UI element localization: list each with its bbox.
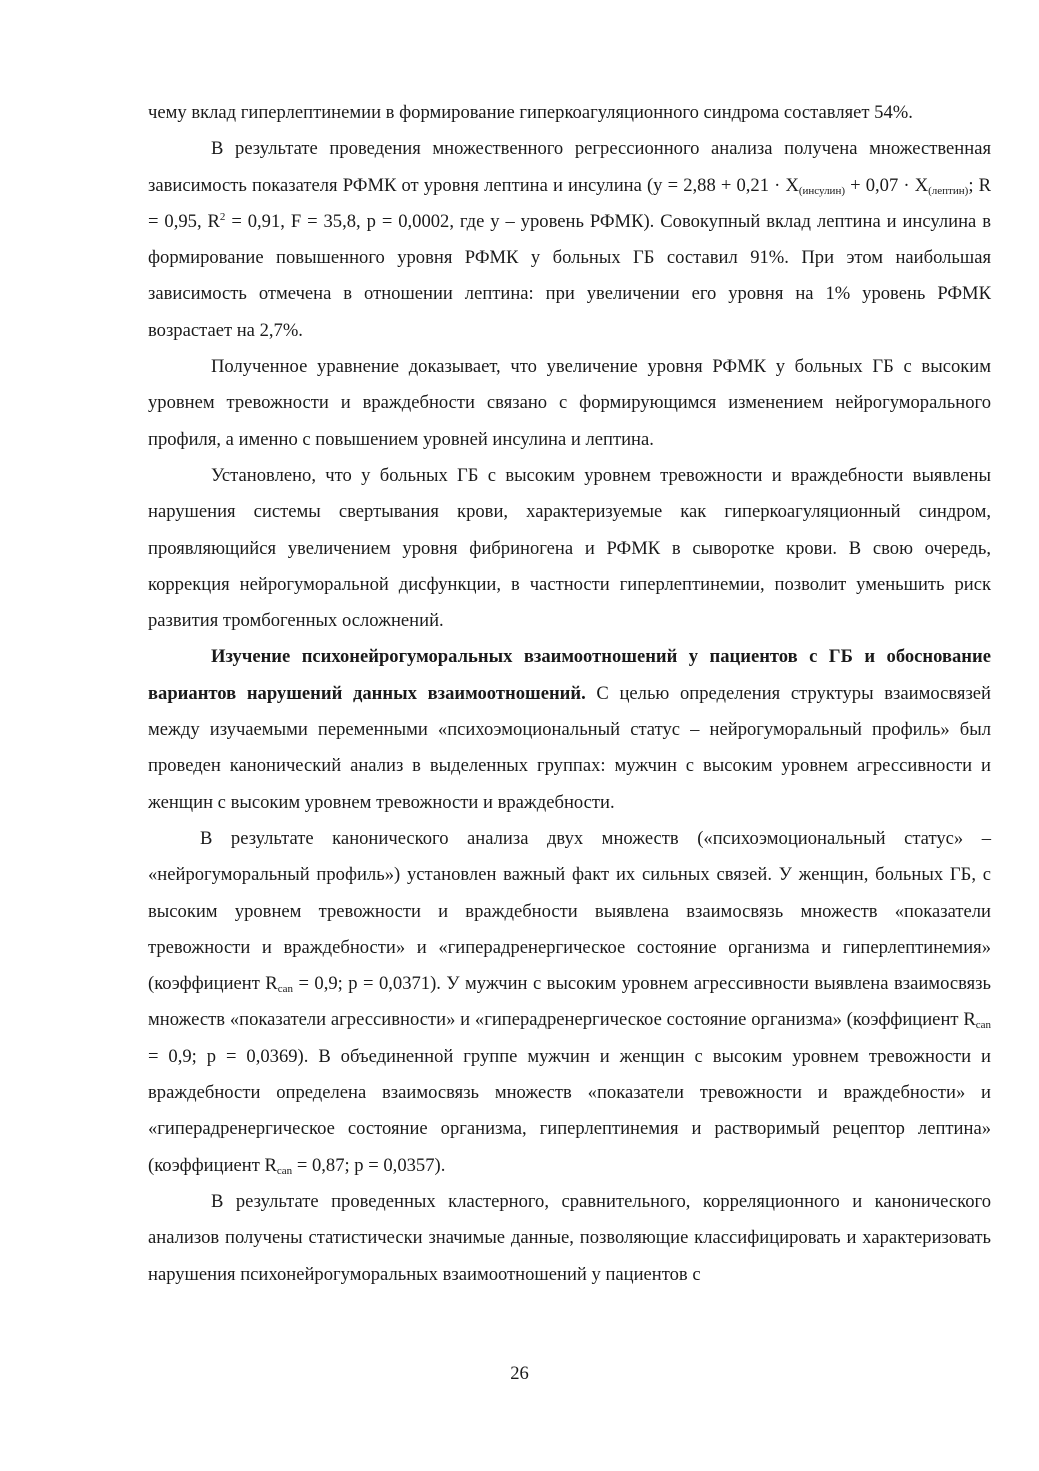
paragraph-2-part-2: + 0,07 · X [845, 174, 929, 196]
paragraph-5-text: С целью определения структуры взаимосвязей между изучаемыми переменными «психоэмоциональный статус – нейрогуморальный профиль» был проведен канонический анализ в выделенных группах: мужчин с высоким уровнем агрессивности и женщин с высоким уровнем тревожности и враждебности. [148, 682, 991, 813]
paragraph-4: Установлено, что у больных ГБ с высоким уровнем тревожности и враждебности выявлены нарушения системы свертывания крови, характеризуемые как гиперкоагуляционный синдром, проявляющийся увеличением уровня фибриногена и РФМК в сыворотке крови. В свою очередь, коррекция нейрогуморальной дисфункции, в частности гиперлептинемии, позволит уменьшить риск развития тромбогенных осложнений. [148, 464, 991, 632]
paragraph-5 [148, 639, 991, 820]
section-heading: Изучение психонейрогуморальных взаимоотношений у пациентов с ГБ и обоснование вариантов нарушений данных взаимоотношений. [148, 646, 991, 704]
superscript-square: 2 [219, 210, 226, 223]
paragraph-6 [148, 821, 991, 1184]
paragraph-1: чему вклад гиперлептинемии в формирование гиперкоагуляционного синдрома составляет 54%. [148, 102, 913, 123]
paragraph-3: Полученное уравнение доказывает, что увеличение уровня РФМК у больных ГБ с высоким уровнем тревожности и враждебности связано с формирующимся изменением нейрогуморального профиля, а именно с повышением уровней инсулина и лептина. [148, 356, 991, 450]
paragraph-6-part-1: В результате канонического анализа двух множеств («психоэмоциональный статус» – «нейрогуморальный профиль») установлен важный факт их сильных связей. У женщин, больных ГБ, с высоким уровнем тревожности и враждебности выявлена взаимосвязь множеств «показатели тревожности и враждебности» и «гиперадренергическое состояние организма и гиперлептинемия» (коэффициент R [148, 827, 991, 995]
paragraph-2-part-3: ; R = 0,95, R [148, 174, 992, 232]
subscript-can-3: can [276, 1164, 293, 1177]
paragraph-2 [148, 131, 991, 349]
paragraph-6-part-2: = 0,9; p = 0,0371). У мужчин с высоким уровнем агрессивности выявлена взаимосвязь множеств «показатели агрессивности» и «гиперадренергическое состояние организма» (коэффициент R [148, 973, 991, 1031]
paragraph-6-part-3: = 0,9; p = 0,0369). В объединенной группе мужчин и женщин с высоким уровнем тревожности и враждебности определена взаимосвязь множеств «показатели тревожности и враждебности» и «гиперадренергическое состояние организма, гиперлептинемия и растворимый рецептор лептина» (коэффициент R [148, 1045, 991, 1176]
page-number: 26 [510, 1363, 529, 1384]
subscript-can-1: can [277, 983, 293, 996]
subscript-insulin: (инсулин) [798, 184, 845, 197]
paragraph-6-part-4: = 0,87; p = 0,0357). [292, 1154, 446, 1176]
document-page [148, 95, 991, 1293]
paragraph-7: В результате проведенных кластерного, сравнительного, корреляционного и канонического анализов получены статистически значимые данные, позволяющие классифицировать и характеризовать нарушения психонейрогуморальных взаимоотношений у пациентов с [148, 1190, 991, 1285]
subscript-leptin: (лептин) [928, 184, 969, 197]
paragraph-2-part-1: В результате проведения множественного регрессионного анализа получена множественная зависимость показателя РФМК от уровня лептина и инсулина (y = 2,88 + 0,21 · X [148, 138, 991, 196]
paragraph-2-part-4: = 0,91, F = 35,8, p = 0,0002, где y – уровень РФМК). Совокупный вклад лептина и инсулина в формирование повышенного уровня РФМК у больных ГБ составил 91%. При этом наибольшая зависимость отмечена в отношении лептина: при увеличении его уровня на 1% уровень РФМК возрастает на 2,7%. [148, 210, 991, 341]
subscript-can-2: can [975, 1019, 991, 1032]
